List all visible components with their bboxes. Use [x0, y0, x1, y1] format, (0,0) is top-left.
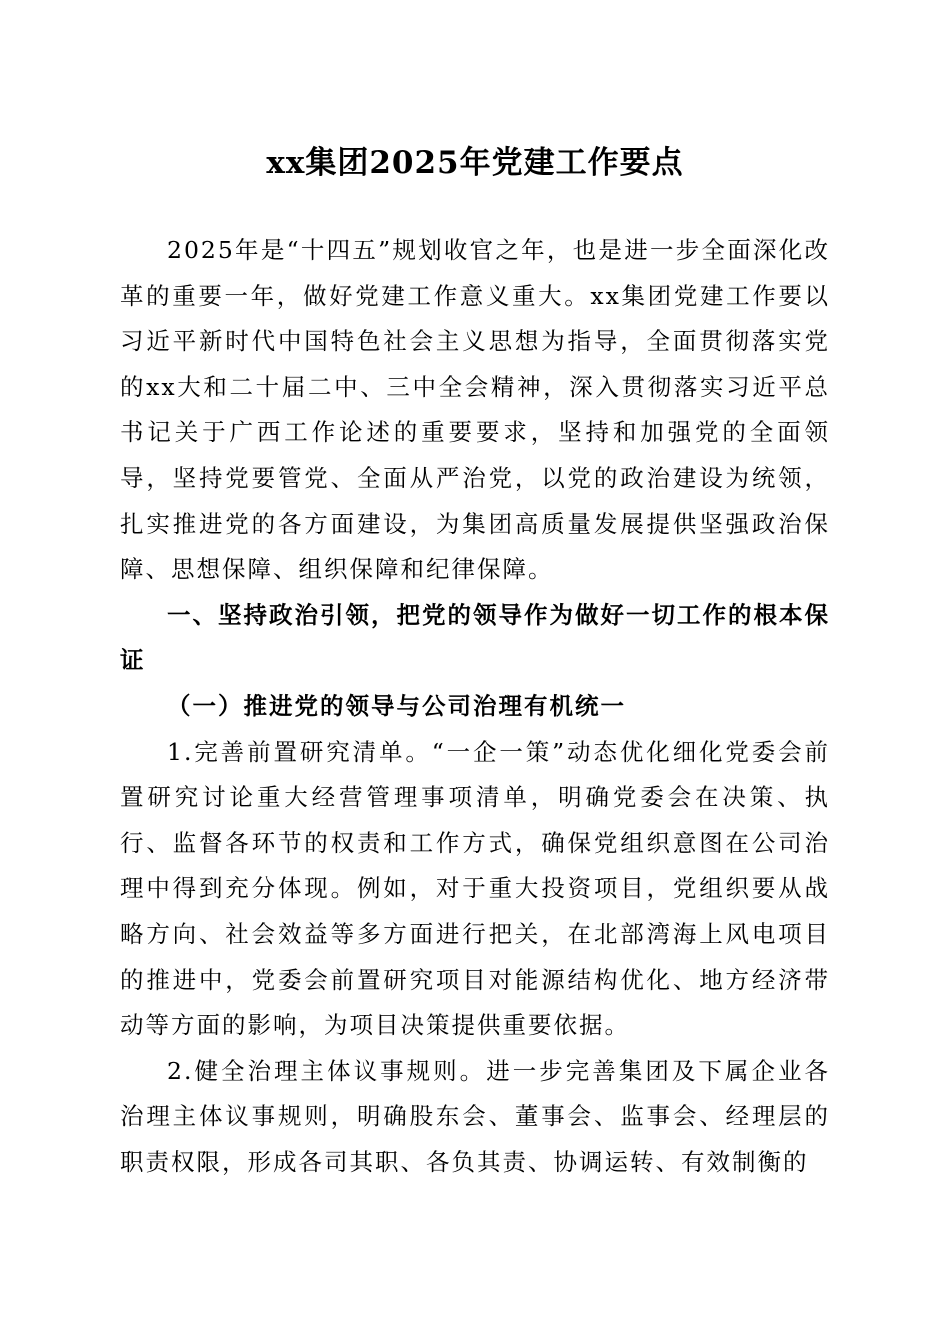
document-title: xx集团2025年党建工作要点 [266, 145, 684, 181]
section-heading-1: 一、坚持政治引领，把党的领导作为做好一切工作的根本保证 [120, 600, 830, 675]
item-paragraph-2: 2.健全治理主体议事规则。进一步完善集团及下属企业各治理主体议事规则，明确股东会、董事会、监事会、经理层的职责权限，形成各司其职、各负其责、协调运转、有效制衡的 [120, 1056, 830, 1176]
subsection-heading-1: （一）推进党的领导与公司治理有机统一 [167, 691, 626, 720]
intro-paragraph: 2025年是“十四五”规划收官之年，也是进一步全面深化改革的重要一年，做好党建工作意义重大。xx集团党建工作要以习近平新时代中国特色社会主义思想为指导，全面贯彻落实党的xx大和二十届二中、三中全会精神，深入贯彻落实习近平总书记关于广西工作论述的重要要求，坚持和加强党的全面领导，坚持党要管党、全面从严治党，以党的政治建设为统领，扎实推进党的各方面建设，为集团高质量发展提供坚强政治保障、思想保障、组织保障和纪律保障。 [120, 236, 830, 584]
document-body [120, 228, 830, 1185]
item-paragraph-1: 1.完善前置研究清单。“一企一策”动态优化细化党委会前置研究讨论重大经营管理事项清单，明确党委会在决策、执行、监督各环节的权责和工作方式，确保党组织意图在公司治理中得到充分体现。例如，对于重大投资项目，党组织要从战略方向、社会效益等多方面进行把关，在北部湾海上风电项目的推进中，党委会前置研究项目对能源结构优化、地方经济带动等方面的影响，为项目决策提供重要依据。 [120, 737, 830, 1040]
